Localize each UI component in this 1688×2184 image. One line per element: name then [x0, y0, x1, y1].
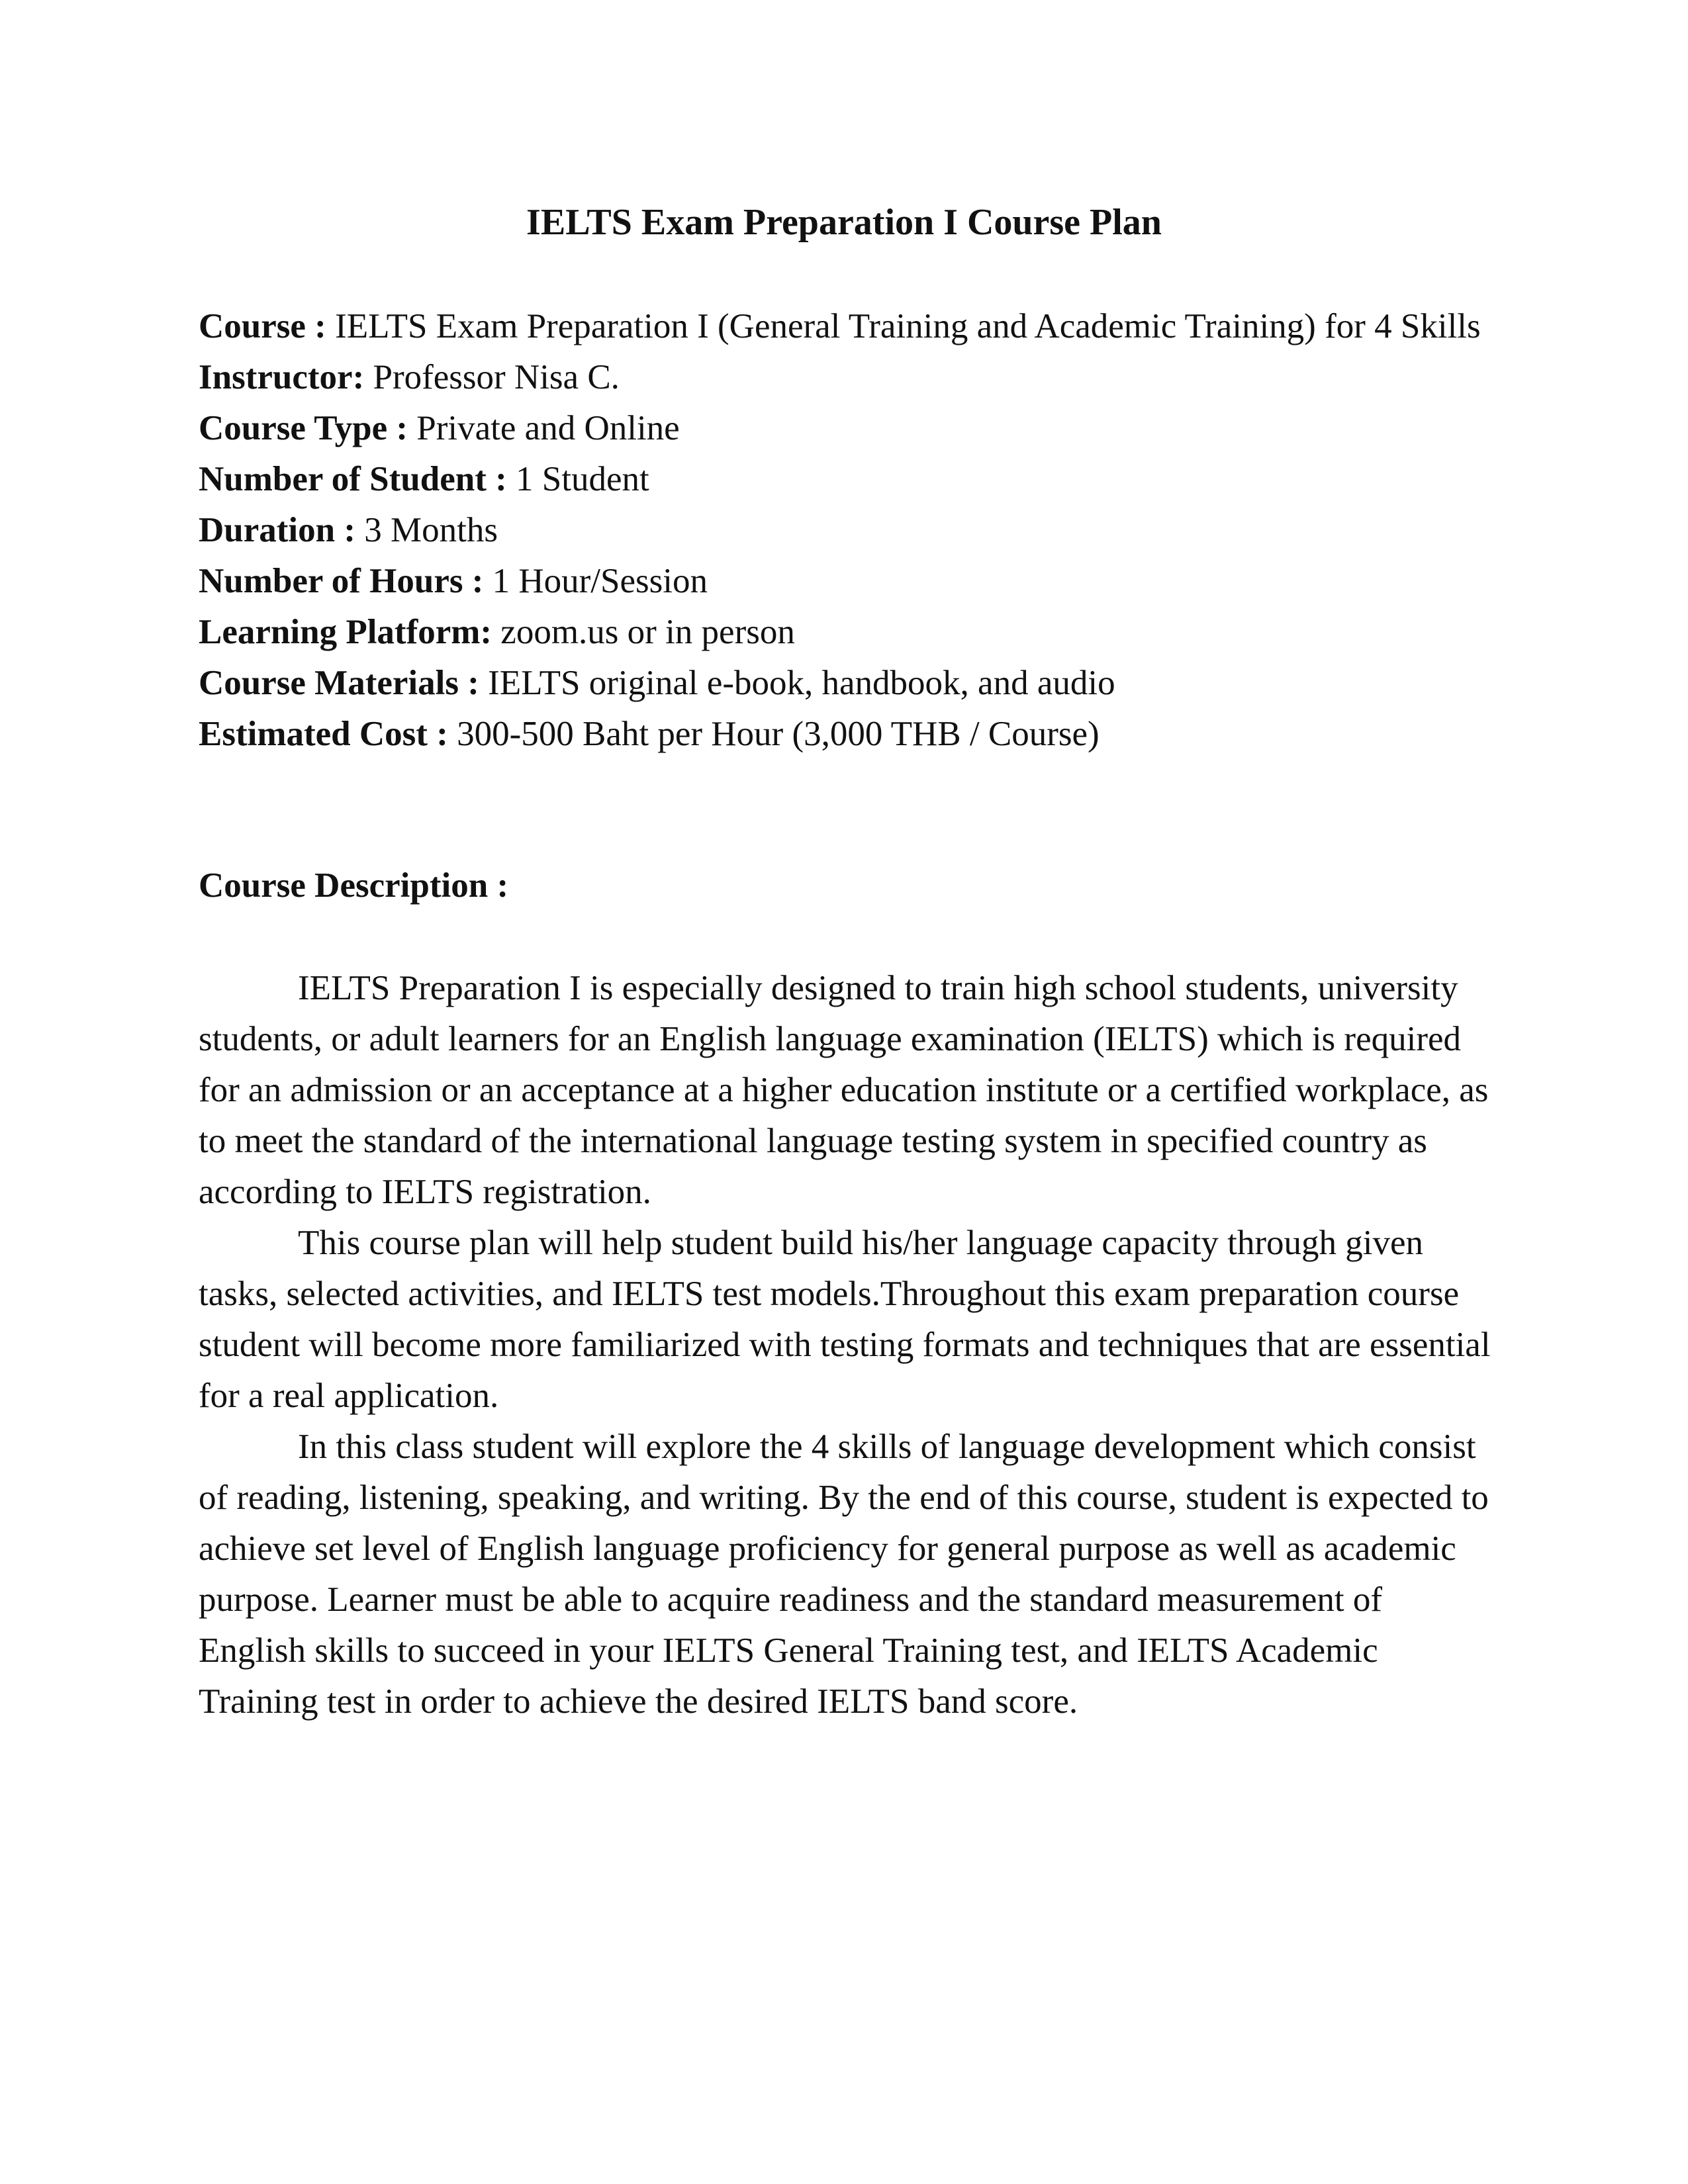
field-value: 300-500 Baht per Hour (3,000 THB / Course): [457, 715, 1100, 753]
course-info-estimated-cost: [199, 709, 1496, 760]
description-paragraph: This course plan will help student build his/her language capacity through given tasks, selected activities, and IELTS test models.Throughout this exam preparation course student will become more familiarized with testing formats and techniques that are essential for a real application.: [199, 1224, 1491, 1415]
field-value: IELTS original e-book, handbook, and audio: [488, 664, 1115, 702]
course-info-number-of-student: [199, 454, 1496, 505]
field-value: 1 Student: [516, 460, 649, 498]
field-label: Duration :: [199, 511, 356, 549]
field-label: Estimated Cost :: [199, 715, 448, 753]
course-info-course-type: [199, 403, 1496, 454]
description-paragraph: IELTS Preparation I is especially designed to train high school students, university students, or adult learners for an English language examination (IELTS) which is required for an admission or an acceptance at a higher education institute or a certified workplace, as to meet the standard of the international language testing system in specified country as according to IELTS registration.: [199, 969, 1489, 1211]
course-description-heading: Course Description :: [199, 866, 509, 905]
field-label: Course Materials :: [199, 664, 479, 702]
field-label: Instructor:: [199, 358, 365, 396]
course-description-body: [199, 963, 1496, 1727]
document-title: IELTS Exam Preparation I Course Plan: [526, 202, 1162, 243]
description-paragraph: In this class student will explore the 4 skills of language development which consist of reading, listening, speaking, and writing. By the end of this course, student is expected to achieve set level of English language proficiency for general purpose as well as academic purpose. Learner must be able to acquire readiness and the standard measurement of English skills to succeed in your IELTS General Training test, and IELTS Academic Training test in order to achieve the desired IELTS band score.: [199, 1428, 1489, 1721]
course-info-learning-platform: [199, 607, 1496, 658]
field-label: Number of Student :: [199, 460, 507, 498]
field-label: Course Type :: [199, 409, 408, 447]
field-value: 3 Months: [364, 511, 498, 549]
course-info-instructor: [199, 352, 1496, 403]
field-value: Private and Online: [416, 409, 680, 447]
course-info-duration: [199, 505, 1496, 556]
course-info-list: [199, 301, 1496, 760]
field-value: Professor Nisa C.: [373, 358, 620, 396]
course-info-course-materials: [199, 658, 1496, 709]
course-info-course: [199, 301, 1496, 352]
field-value: zoom.us or in person: [500, 613, 795, 651]
field-value: IELTS Exam Preparation I (General Training and Academic Training) for 4 Skills: [335, 307, 1481, 345]
field-label: Number of Hours :: [199, 562, 484, 600]
course-info-number-of-hours: [199, 556, 1496, 607]
field-value: 1 Hour/Session: [492, 562, 708, 600]
field-label: Learning Platform:: [199, 613, 492, 651]
field-label: Course :: [199, 307, 326, 345]
